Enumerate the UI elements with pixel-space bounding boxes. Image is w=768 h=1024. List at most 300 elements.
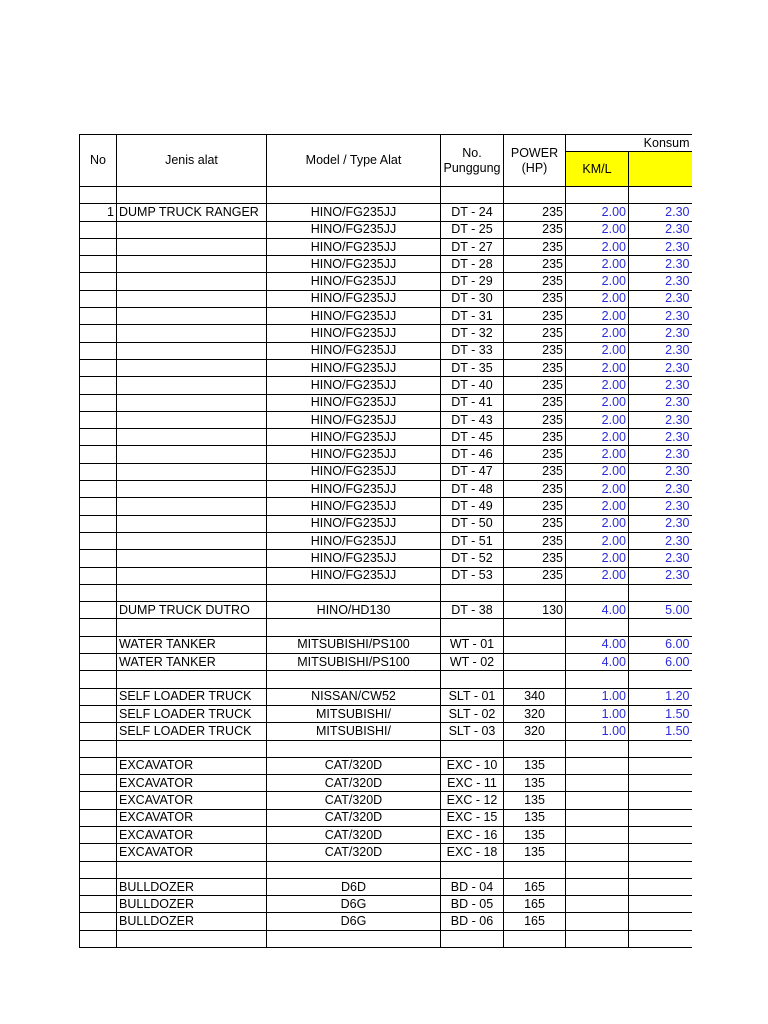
cell-no-punggung[interactable]: BD - 04 bbox=[441, 878, 504, 895]
cell-jenis-alat[interactable]: WATER TANKER bbox=[117, 654, 267, 671]
cell-km-per-liter-a[interactable]: 2.00 bbox=[566, 204, 629, 221]
cell-jenis-alat[interactable] bbox=[117, 342, 267, 359]
cell-jenis-alat[interactable] bbox=[117, 411, 267, 428]
cell-power[interactable]: 235 bbox=[504, 498, 566, 515]
cell-km-per-liter-b[interactable] bbox=[629, 792, 692, 809]
cell-jenis-alat[interactable] bbox=[117, 740, 267, 757]
cell-model-type[interactable] bbox=[267, 619, 441, 636]
cell-power[interactable]: 340 bbox=[504, 688, 566, 705]
cell-power[interactable]: 235 bbox=[504, 290, 566, 307]
cell-no[interactable] bbox=[80, 809, 117, 826]
cell-km-per-liter-b[interactable]: 2.30 bbox=[629, 204, 692, 221]
cell-jenis-alat[interactable] bbox=[117, 463, 267, 480]
cell-km-per-liter-b[interactable]: 2.30 bbox=[629, 377, 692, 394]
cell-km-per-liter-a[interactable]: 1.00 bbox=[566, 723, 629, 740]
cell-model-type[interactable]: HINO/FG235JJ bbox=[267, 411, 441, 428]
cell-model-type[interactable]: HINO/FG235JJ bbox=[267, 498, 441, 515]
cell-jenis-alat[interactable] bbox=[117, 861, 267, 878]
cell-no[interactable] bbox=[80, 515, 117, 532]
cell-no[interactable] bbox=[80, 584, 117, 601]
cell-km-per-liter-a[interactable]: 2.00 bbox=[566, 498, 629, 515]
cell-model-type[interactable] bbox=[267, 671, 441, 688]
cell-jenis-alat[interactable] bbox=[117, 359, 267, 376]
cell-km-per-liter-b[interactable]: 2.30 bbox=[629, 515, 692, 532]
cell-jenis-alat[interactable]: BULLDOZER bbox=[117, 878, 267, 895]
header-km-per-liter-extra[interactable] bbox=[629, 152, 692, 187]
cell-power[interactable]: 235 bbox=[504, 342, 566, 359]
cell-km-per-liter-b[interactable]: 2.30 bbox=[629, 342, 692, 359]
cell-no-punggung[interactable] bbox=[441, 619, 504, 636]
cell-km-per-liter-a[interactable]: 2.00 bbox=[566, 463, 629, 480]
cell-no[interactable] bbox=[80, 671, 117, 688]
cell-km-per-liter-a[interactable] bbox=[566, 792, 629, 809]
cell-no[interactable] bbox=[80, 290, 117, 307]
cell-km-per-liter-b[interactable]: 2.30 bbox=[629, 256, 692, 273]
cell-jenis-alat[interactable] bbox=[117, 256, 267, 273]
cell-jenis-alat[interactable] bbox=[117, 308, 267, 325]
cell-model-type[interactable]: HINO/FG235JJ bbox=[267, 463, 441, 480]
cell-no[interactable]: 1 bbox=[80, 204, 117, 221]
cell-no[interactable] bbox=[80, 429, 117, 446]
cell-model-type[interactable]: MITSUBISHI/ bbox=[267, 723, 441, 740]
cell-power[interactable]: 135 bbox=[504, 792, 566, 809]
cell-no[interactable] bbox=[80, 221, 117, 238]
cell-model-type[interactable]: HINO/FG235JJ bbox=[267, 290, 441, 307]
cell-no-punggung[interactable]: DT - 27 bbox=[441, 238, 504, 255]
cell-no[interactable] bbox=[80, 757, 117, 774]
cell-km-per-liter-a[interactable]: 1.00 bbox=[566, 705, 629, 722]
cell-jenis-alat[interactable]: BULLDOZER bbox=[117, 896, 267, 913]
header-model-type[interactable]: Model / Type Alat bbox=[267, 135, 441, 187]
cell-no-punggung[interactable]: DT - 51 bbox=[441, 532, 504, 549]
cell-no-punggung[interactable] bbox=[441, 861, 504, 878]
cell-model-type[interactable]: HINO/FG235JJ bbox=[267, 394, 441, 411]
cell-no-punggung[interactable]: SLT - 03 bbox=[441, 723, 504, 740]
cell-km-per-liter-b[interactable] bbox=[629, 809, 692, 826]
cell-model-type[interactable]: NISSAN/CW52 bbox=[267, 688, 441, 705]
cell-km-per-liter-a[interactable] bbox=[566, 740, 629, 757]
cell-power[interactable]: 165 bbox=[504, 913, 566, 930]
cell-km-per-liter-b[interactable]: 5.00 bbox=[629, 602, 692, 619]
cell-km-per-liter-a[interactable] bbox=[566, 930, 629, 947]
cell-no-punggung[interactable]: EXC - 18 bbox=[441, 844, 504, 861]
cell-no[interactable] bbox=[80, 273, 117, 290]
cell-jenis-alat[interactable]: EXCAVATOR bbox=[117, 775, 267, 792]
cell-power[interactable] bbox=[504, 619, 566, 636]
cell-no[interactable] bbox=[80, 256, 117, 273]
cell-no[interactable] bbox=[80, 325, 117, 342]
cell-jenis-alat[interactable] bbox=[117, 567, 267, 584]
header-no-punggung[interactable]: No. Punggung bbox=[441, 135, 504, 187]
cell-km-per-liter-a[interactable] bbox=[566, 913, 629, 930]
cell-power[interactable]: 320 bbox=[504, 705, 566, 722]
cell-km-per-liter-a[interactable]: 2.00 bbox=[566, 238, 629, 255]
cell-model-type[interactable] bbox=[267, 861, 441, 878]
cell-power[interactable]: 235 bbox=[504, 394, 566, 411]
cell-jenis-alat[interactable]: BULLDOZER bbox=[117, 913, 267, 930]
cell-jenis-alat[interactable]: SELF LOADER TRUCK bbox=[117, 688, 267, 705]
cell-km-per-liter-b[interactable]: 1.20 bbox=[629, 688, 692, 705]
cell-jenis-alat[interactable]: EXCAVATOR bbox=[117, 809, 267, 826]
cell-model-type[interactable]: HINO/FG235JJ bbox=[267, 238, 441, 255]
cell-km-per-liter-b[interactable]: 2.30 bbox=[629, 411, 692, 428]
cell-no-punggung[interactable]: EXC - 15 bbox=[441, 809, 504, 826]
cell-km-per-liter-b[interactable] bbox=[629, 826, 692, 843]
cell-model-type[interactable] bbox=[267, 187, 441, 204]
cell-no[interactable] bbox=[80, 532, 117, 549]
cell-km-per-liter-b[interactable] bbox=[629, 187, 692, 204]
cell-no-punggung[interactable]: DT - 43 bbox=[441, 411, 504, 428]
cell-km-per-liter-b[interactable] bbox=[629, 740, 692, 757]
cell-power[interactable]: 135 bbox=[504, 775, 566, 792]
cell-jenis-alat[interactable] bbox=[117, 671, 267, 688]
cell-km-per-liter-b[interactable] bbox=[629, 775, 692, 792]
cell-no[interactable] bbox=[80, 740, 117, 757]
cell-jenis-alat[interactable] bbox=[117, 394, 267, 411]
cell-no-punggung[interactable]: EXC - 12 bbox=[441, 792, 504, 809]
header-konsumsi[interactable]: Konsum bbox=[566, 135, 692, 152]
cell-jenis-alat[interactable] bbox=[117, 584, 267, 601]
cell-no[interactable] bbox=[80, 619, 117, 636]
cell-model-type[interactable]: CAT/320D bbox=[267, 826, 441, 843]
cell-model-type[interactable]: MITSUBISHI/ bbox=[267, 705, 441, 722]
cell-no-punggung[interactable]: EXC - 16 bbox=[441, 826, 504, 843]
cell-jenis-alat[interactable]: WATER TANKER bbox=[117, 636, 267, 653]
cell-no-punggung[interactable] bbox=[441, 187, 504, 204]
cell-no-punggung[interactable] bbox=[441, 740, 504, 757]
cell-jenis-alat[interactable]: DUMP TRUCK RANGER bbox=[117, 204, 267, 221]
cell-power[interactable]: 235 bbox=[504, 411, 566, 428]
cell-power[interactable]: 165 bbox=[504, 896, 566, 913]
cell-jenis-alat[interactable] bbox=[117, 221, 267, 238]
cell-model-type[interactable]: MITSUBISHI/PS100 bbox=[267, 636, 441, 653]
cell-power[interactable] bbox=[504, 187, 566, 204]
cell-km-per-liter-a[interactable] bbox=[566, 826, 629, 843]
cell-model-type[interactable]: HINO/FG235JJ bbox=[267, 273, 441, 290]
cell-km-per-liter-a[interactable]: 1.00 bbox=[566, 688, 629, 705]
cell-model-type[interactable]: D6D bbox=[267, 878, 441, 895]
cell-model-type[interactable] bbox=[267, 930, 441, 947]
cell-model-type[interactable]: CAT/320D bbox=[267, 775, 441, 792]
cell-power[interactable]: 235 bbox=[504, 204, 566, 221]
cell-km-per-liter-b[interactable] bbox=[629, 896, 692, 913]
cell-km-per-liter-a[interactable] bbox=[566, 619, 629, 636]
cell-no[interactable] bbox=[80, 913, 117, 930]
cell-no-punggung[interactable] bbox=[441, 584, 504, 601]
cell-jenis-alat[interactable]: SELF LOADER TRUCK bbox=[117, 723, 267, 740]
cell-no[interactable] bbox=[80, 636, 117, 653]
cell-jenis-alat[interactable]: SELF LOADER TRUCK bbox=[117, 705, 267, 722]
cell-km-per-liter-a[interactable] bbox=[566, 187, 629, 204]
cell-model-type[interactable]: CAT/320D bbox=[267, 809, 441, 826]
cell-no[interactable] bbox=[80, 654, 117, 671]
cell-power[interactable]: 235 bbox=[504, 377, 566, 394]
cell-power[interactable]: 235 bbox=[504, 550, 566, 567]
cell-no-punggung[interactable]: DT - 48 bbox=[441, 481, 504, 498]
cell-km-per-liter-b[interactable]: 1.50 bbox=[629, 723, 692, 740]
cell-model-type[interactable]: HINO/FG235JJ bbox=[267, 429, 441, 446]
cell-model-type[interactable]: HINO/FG235JJ bbox=[267, 377, 441, 394]
cell-km-per-liter-a[interactable] bbox=[566, 861, 629, 878]
cell-model-type[interactable]: HINO/FG235JJ bbox=[267, 256, 441, 273]
cell-jenis-alat[interactable] bbox=[117, 532, 267, 549]
cell-km-per-liter-a[interactable]: 2.00 bbox=[566, 394, 629, 411]
cell-km-per-liter-a[interactable]: 2.00 bbox=[566, 429, 629, 446]
cell-jenis-alat[interactable] bbox=[117, 619, 267, 636]
cell-km-per-liter-b[interactable]: 2.30 bbox=[629, 532, 692, 549]
cell-km-per-liter-a[interactable]: 2.00 bbox=[566, 359, 629, 376]
cell-model-type[interactable]: HINO/FG235JJ bbox=[267, 446, 441, 463]
cell-model-type[interactable]: CAT/320D bbox=[267, 792, 441, 809]
cell-jenis-alat[interactable]: EXCAVATOR bbox=[117, 757, 267, 774]
cell-no-punggung[interactable]: DT - 28 bbox=[441, 256, 504, 273]
cell-no[interactable] bbox=[80, 775, 117, 792]
cell-jenis-alat[interactable]: EXCAVATOR bbox=[117, 826, 267, 843]
cell-no-punggung[interactable]: BD - 06 bbox=[441, 913, 504, 930]
cell-km-per-liter-b[interactable] bbox=[629, 757, 692, 774]
cell-no-punggung[interactable]: DT - 46 bbox=[441, 446, 504, 463]
cell-km-per-liter-b[interactable] bbox=[629, 878, 692, 895]
cell-power[interactable]: 235 bbox=[504, 429, 566, 446]
cell-km-per-liter-b[interactable] bbox=[629, 913, 692, 930]
cell-jenis-alat[interactable] bbox=[117, 550, 267, 567]
cell-km-per-liter-b[interactable]: 2.30 bbox=[629, 463, 692, 480]
cell-model-type[interactable]: HINO/FG235JJ bbox=[267, 221, 441, 238]
cell-no[interactable] bbox=[80, 792, 117, 809]
cell-power[interactable]: 235 bbox=[504, 481, 566, 498]
cell-no[interactable] bbox=[80, 930, 117, 947]
cell-km-per-liter-a[interactable]: 2.00 bbox=[566, 567, 629, 584]
cell-km-per-liter-a[interactable] bbox=[566, 757, 629, 774]
cell-km-per-liter-b[interactable]: 2.30 bbox=[629, 325, 692, 342]
cell-km-per-liter-a[interactable] bbox=[566, 896, 629, 913]
cell-km-per-liter-b[interactable]: 2.30 bbox=[629, 429, 692, 446]
cell-model-type[interactable]: CAT/320D bbox=[267, 757, 441, 774]
cell-no-punggung[interactable]: DT - 45 bbox=[441, 429, 504, 446]
cell-no[interactable] bbox=[80, 602, 117, 619]
cell-km-per-liter-a[interactable] bbox=[566, 844, 629, 861]
cell-km-per-liter-b[interactable]: 2.30 bbox=[629, 221, 692, 238]
cell-jenis-alat[interactable] bbox=[117, 446, 267, 463]
cell-no-punggung[interactable]: DT - 40 bbox=[441, 377, 504, 394]
cell-no-punggung[interactable]: DT - 33 bbox=[441, 342, 504, 359]
cell-km-per-liter-a[interactable]: 2.00 bbox=[566, 481, 629, 498]
cell-no-punggung[interactable]: DT - 30 bbox=[441, 290, 504, 307]
cell-no[interactable] bbox=[80, 377, 117, 394]
cell-power[interactable]: 320 bbox=[504, 723, 566, 740]
cell-no[interactable] bbox=[80, 705, 117, 722]
cell-km-per-liter-b[interactable]: 2.30 bbox=[629, 359, 692, 376]
cell-power[interactable] bbox=[504, 654, 566, 671]
cell-power[interactable]: 235 bbox=[504, 446, 566, 463]
cell-power[interactable]: 235 bbox=[504, 325, 566, 342]
cell-km-per-liter-b[interactable]: 2.30 bbox=[629, 567, 692, 584]
cell-no-punggung[interactable] bbox=[441, 930, 504, 947]
cell-km-per-liter-a[interactable] bbox=[566, 809, 629, 826]
cell-no-punggung[interactable]: DT - 38 bbox=[441, 602, 504, 619]
cell-power[interactable]: 235 bbox=[504, 256, 566, 273]
cell-power[interactable] bbox=[504, 861, 566, 878]
cell-km-per-liter-b[interactable] bbox=[629, 844, 692, 861]
cell-no[interactable] bbox=[80, 359, 117, 376]
cell-km-per-liter-b[interactable]: 2.30 bbox=[629, 446, 692, 463]
cell-power[interactable]: 130 bbox=[504, 602, 566, 619]
cell-no-punggung[interactable]: SLT - 01 bbox=[441, 688, 504, 705]
cell-km-per-liter-a[interactable]: 2.00 bbox=[566, 342, 629, 359]
cell-model-type[interactable]: HINO/FG235JJ bbox=[267, 532, 441, 549]
cell-no-punggung[interactable]: DT - 47 bbox=[441, 463, 504, 480]
cell-model-type[interactable]: HINO/FG235JJ bbox=[267, 567, 441, 584]
cell-power[interactable] bbox=[504, 636, 566, 653]
cell-no-punggung[interactable] bbox=[441, 671, 504, 688]
cell-power[interactable]: 235 bbox=[504, 463, 566, 480]
cell-power[interactable]: 135 bbox=[504, 844, 566, 861]
cell-km-per-liter-a[interactable]: 4.00 bbox=[566, 654, 629, 671]
cell-km-per-liter-b[interactable]: 2.30 bbox=[629, 550, 692, 567]
cell-jenis-alat[interactable] bbox=[117, 325, 267, 342]
cell-model-type[interactable]: HINO/FG235JJ bbox=[267, 481, 441, 498]
cell-model-type[interactable]: HINO/FG235JJ bbox=[267, 342, 441, 359]
cell-power[interactable]: 135 bbox=[504, 809, 566, 826]
cell-no[interactable] bbox=[80, 446, 117, 463]
cell-km-per-liter-b[interactable]: 2.30 bbox=[629, 290, 692, 307]
cell-model-type[interactable]: D6G bbox=[267, 896, 441, 913]
cell-km-per-liter-a[interactable] bbox=[566, 671, 629, 688]
cell-no-punggung[interactable]: DT - 50 bbox=[441, 515, 504, 532]
cell-power[interactable]: 235 bbox=[504, 308, 566, 325]
cell-power[interactable]: 235 bbox=[504, 515, 566, 532]
cell-km-per-liter-b[interactable]: 2.30 bbox=[629, 238, 692, 255]
cell-no[interactable] bbox=[80, 498, 117, 515]
cell-no[interactable] bbox=[80, 550, 117, 567]
cell-power[interactable] bbox=[504, 584, 566, 601]
cell-km-per-liter-a[interactable] bbox=[566, 878, 629, 895]
cell-no[interactable] bbox=[80, 861, 117, 878]
cell-power[interactable]: 135 bbox=[504, 757, 566, 774]
cell-no[interactable] bbox=[80, 394, 117, 411]
cell-km-per-liter-b[interactable]: 2.30 bbox=[629, 308, 692, 325]
cell-jenis-alat[interactable] bbox=[117, 930, 267, 947]
cell-no-punggung[interactable]: BD - 05 bbox=[441, 896, 504, 913]
cell-jenis-alat[interactable] bbox=[117, 377, 267, 394]
cell-jenis-alat[interactable]: DUMP TRUCK DUTRO bbox=[117, 602, 267, 619]
cell-km-per-liter-a[interactable]: 2.00 bbox=[566, 446, 629, 463]
header-power[interactable]: POWER (HP) bbox=[504, 135, 566, 187]
cell-power[interactable]: 235 bbox=[504, 359, 566, 376]
cell-no-punggung[interactable]: DT - 32 bbox=[441, 325, 504, 342]
cell-no[interactable] bbox=[80, 878, 117, 895]
cell-power[interactable]: 235 bbox=[504, 221, 566, 238]
cell-km-per-liter-b[interactable]: 6.00 bbox=[629, 654, 692, 671]
cell-jenis-alat[interactable] bbox=[117, 187, 267, 204]
cell-km-per-liter-b[interactable]: 2.30 bbox=[629, 498, 692, 515]
cell-model-type[interactable]: HINO/FG235JJ bbox=[267, 359, 441, 376]
cell-no[interactable] bbox=[80, 567, 117, 584]
cell-km-per-liter-b[interactable]: 2.30 bbox=[629, 481, 692, 498]
cell-km-per-liter-b[interactable] bbox=[629, 671, 692, 688]
cell-jenis-alat[interactable] bbox=[117, 273, 267, 290]
cell-no-punggung[interactable]: DT - 49 bbox=[441, 498, 504, 515]
cell-power[interactable] bbox=[504, 671, 566, 688]
cell-model-type[interactable]: HINO/FG235JJ bbox=[267, 204, 441, 221]
cell-no-punggung[interactable]: DT - 41 bbox=[441, 394, 504, 411]
cell-jenis-alat[interactable] bbox=[117, 498, 267, 515]
cell-no[interactable] bbox=[80, 896, 117, 913]
cell-no[interactable] bbox=[80, 342, 117, 359]
cell-km-per-liter-b[interactable]: 2.30 bbox=[629, 273, 692, 290]
cell-power[interactable]: 165 bbox=[504, 878, 566, 895]
cell-no-punggung[interactable]: DT - 29 bbox=[441, 273, 504, 290]
cell-km-per-liter-a[interactable]: 2.00 bbox=[566, 377, 629, 394]
cell-km-per-liter-b[interactable] bbox=[629, 584, 692, 601]
cell-km-per-liter-a[interactable]: 4.00 bbox=[566, 636, 629, 653]
cell-jenis-alat[interactable] bbox=[117, 429, 267, 446]
cell-km-per-liter-a[interactable]: 2.00 bbox=[566, 325, 629, 342]
cell-km-per-liter-a[interactable]: 2.00 bbox=[566, 515, 629, 532]
cell-km-per-liter-b[interactable] bbox=[629, 930, 692, 947]
cell-no[interactable] bbox=[80, 826, 117, 843]
cell-no[interactable] bbox=[80, 481, 117, 498]
cell-km-per-liter-a[interactable] bbox=[566, 584, 629, 601]
cell-model-type[interactable] bbox=[267, 584, 441, 601]
cell-power[interactable] bbox=[504, 930, 566, 947]
cell-km-per-liter-b[interactable]: 6.00 bbox=[629, 636, 692, 653]
cell-no-punggung[interactable]: EXC - 11 bbox=[441, 775, 504, 792]
cell-model-type[interactable]: HINO/FG235JJ bbox=[267, 550, 441, 567]
cell-no-punggung[interactable]: DT - 24 bbox=[441, 204, 504, 221]
cell-no[interactable] bbox=[80, 411, 117, 428]
cell-no-punggung[interactable]: WT - 01 bbox=[441, 636, 504, 653]
cell-model-type[interactable]: D6G bbox=[267, 913, 441, 930]
cell-model-type[interactable]: HINO/FG235JJ bbox=[267, 308, 441, 325]
cell-no-punggung[interactable]: WT - 02 bbox=[441, 654, 504, 671]
cell-power[interactable]: 235 bbox=[504, 273, 566, 290]
cell-km-per-liter-a[interactable]: 2.00 bbox=[566, 221, 629, 238]
cell-model-type[interactable] bbox=[267, 740, 441, 757]
cell-no-punggung[interactable]: DT - 31 bbox=[441, 308, 504, 325]
cell-power[interactable]: 135 bbox=[504, 826, 566, 843]
cell-km-per-liter-a[interactable]: 2.00 bbox=[566, 411, 629, 428]
cell-jenis-alat[interactable] bbox=[117, 515, 267, 532]
cell-jenis-alat[interactable]: EXCAVATOR bbox=[117, 844, 267, 861]
cell-no-punggung[interactable]: SLT - 02 bbox=[441, 705, 504, 722]
cell-no[interactable] bbox=[80, 187, 117, 204]
cell-model-type[interactable]: HINO/HD130 bbox=[267, 602, 441, 619]
cell-no[interactable] bbox=[80, 238, 117, 255]
cell-no-punggung[interactable]: DT - 25 bbox=[441, 221, 504, 238]
cell-power[interactable] bbox=[504, 740, 566, 757]
cell-power[interactable]: 235 bbox=[504, 238, 566, 255]
cell-no-punggung[interactable]: DT - 53 bbox=[441, 567, 504, 584]
header-no[interactable]: No bbox=[80, 135, 117, 187]
cell-jenis-alat[interactable] bbox=[117, 238, 267, 255]
cell-model-type[interactable]: MITSUBISHI/PS100 bbox=[267, 654, 441, 671]
cell-model-type[interactable]: HINO/FG235JJ bbox=[267, 325, 441, 342]
cell-no-punggung[interactable]: EXC - 10 bbox=[441, 757, 504, 774]
cell-km-per-liter-a[interactable]: 4.00 bbox=[566, 602, 629, 619]
cell-km-per-liter-a[interactable]: 2.00 bbox=[566, 308, 629, 325]
cell-no[interactable] bbox=[80, 723, 117, 740]
cell-jenis-alat[interactable] bbox=[117, 290, 267, 307]
cell-no[interactable] bbox=[80, 688, 117, 705]
cell-model-type[interactable]: CAT/320D bbox=[267, 844, 441, 861]
cell-km-per-liter-a[interactable] bbox=[566, 775, 629, 792]
cell-no[interactable] bbox=[80, 308, 117, 325]
cell-jenis-alat[interactable]: EXCAVATOR bbox=[117, 792, 267, 809]
cell-km-per-liter-a[interactable]: 2.00 bbox=[566, 273, 629, 290]
cell-model-type[interactable]: HINO/FG235JJ bbox=[267, 515, 441, 532]
cell-km-per-liter-b[interactable]: 2.30 bbox=[629, 394, 692, 411]
